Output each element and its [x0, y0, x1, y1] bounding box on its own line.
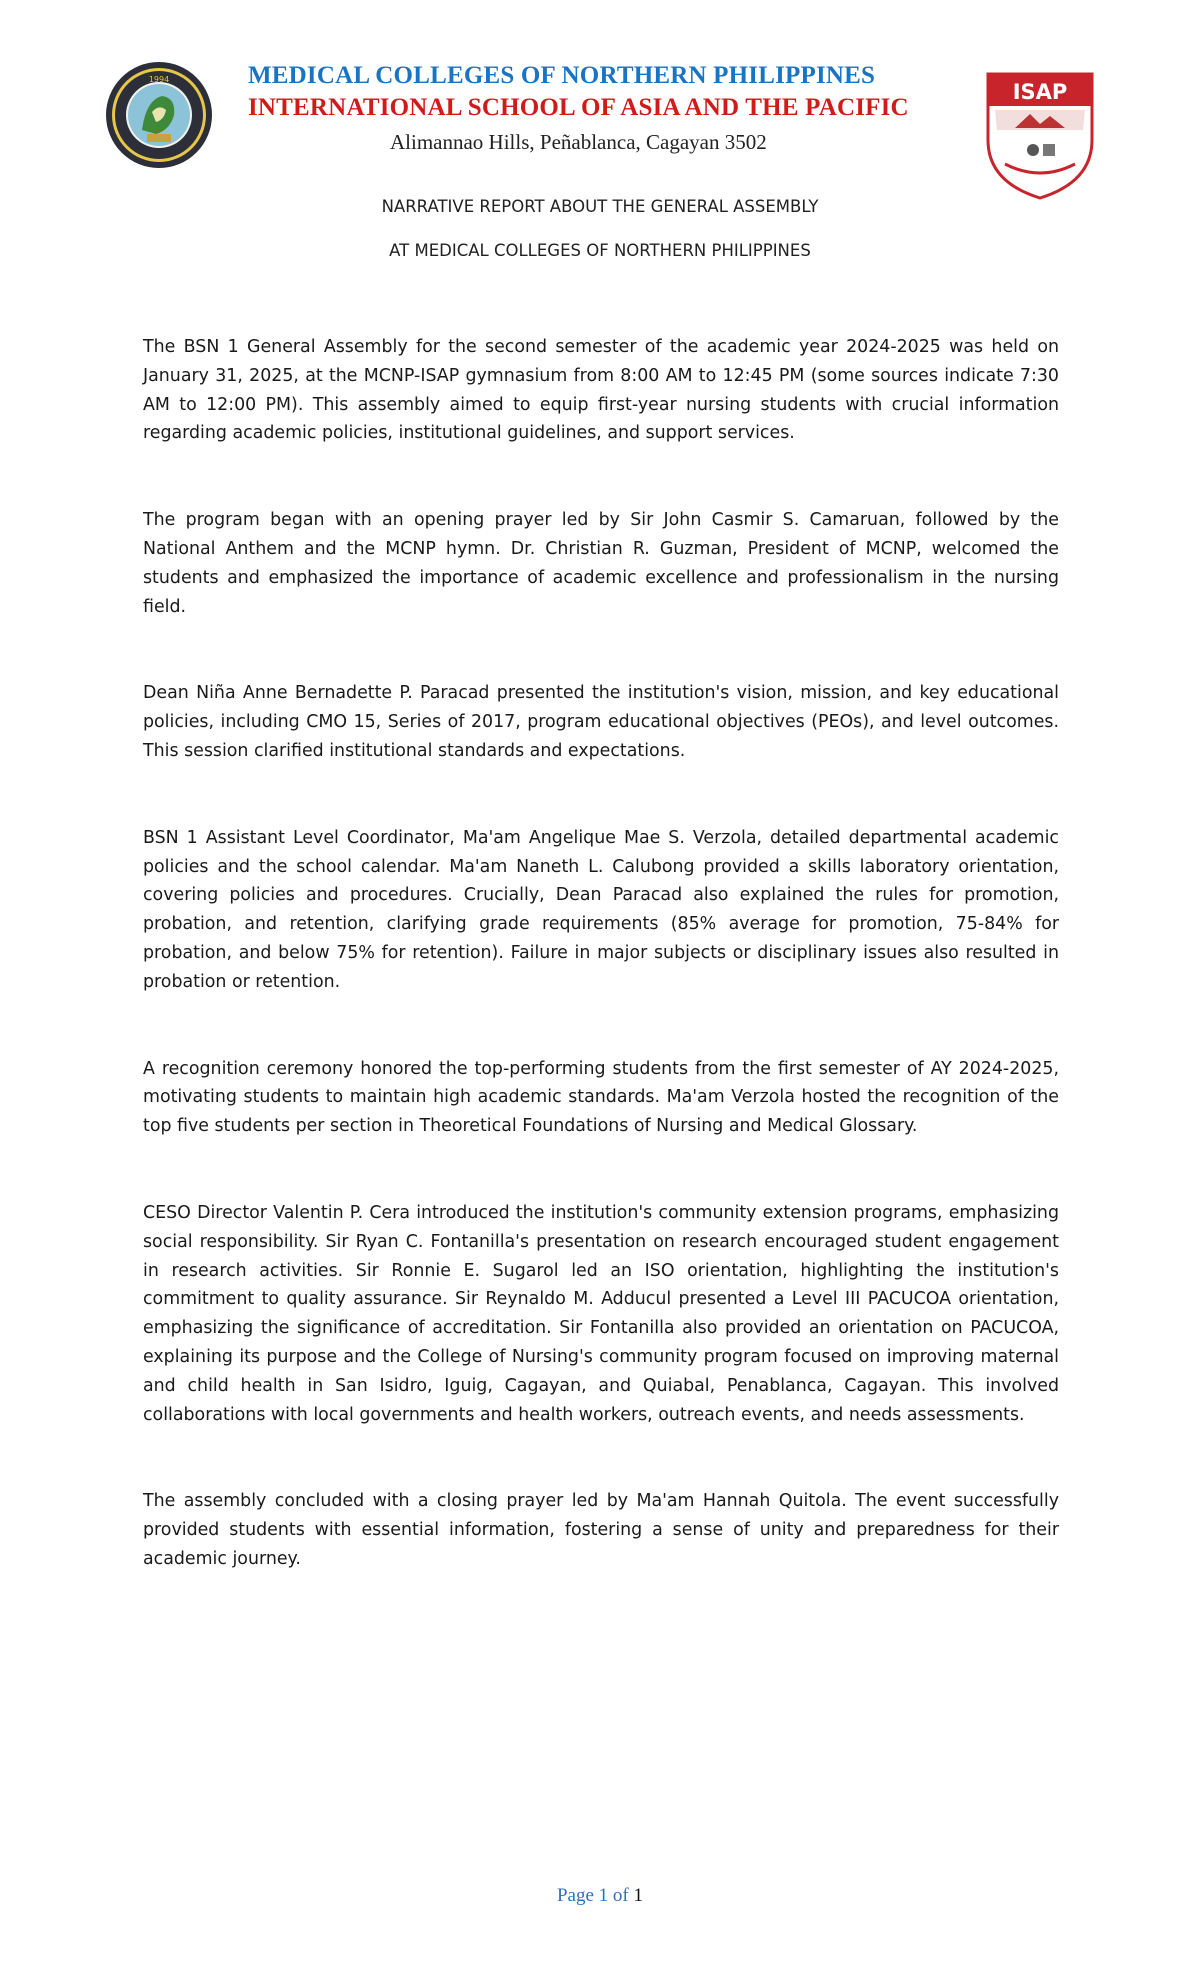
- institution-address: Alimannao Hills, Peñablanca, Cagayan 3502: [390, 130, 767, 154]
- paragraph: The assembly concluded with a closing prayer led by Ma'am Hannah Quitola. The event successfully provided students with essential information, fostering a sense of unity and preparedness for their academic journey.: [143, 1491, 1059, 1569]
- report-title-line-1: NARRATIVE REPORT ABOUT THE GENERAL ASSEMBLY: [381, 197, 819, 216]
- school-name: INTERNATIONAL SCHOOL OF ASIA AND THE PACIFIC: [248, 94, 909, 121]
- paragraph: BSN 1 Assistant Level Coordinator, Ma'am Angelique Mae S. Verzola, detailed departmental academic policies and the school calendar. Ma'am Naneth L. Calubong provided a skills laboratory orientation, covering policies and procedures. Crucially, Dean Paracad also explained the rules for promotion, probation, and retention, clarifying grade requirements (85% average for promotion, 75-84% for probation, and below 75% for retention). Failure in major subjects or disciplinary issues also resulted in probation or retention.: [143, 827, 1059, 992]
- paragraph: CESO Director Valentin P. Cera introduced the institution's community extension programs, emphasizing social responsibility. Sir Ryan C. Fontanilla's presentation on research encouraged student engagement in research activities. Sir Ronnie E. Sugarol led an ISO orientation, highlighting the institution's commitment to quality assurance. Sir Reynaldo M. Adducul presented a Level III PACUCOA orientation, emphasizing the significance of accreditation. Sir Fontanilla also provided an orientation on PACUCOA, explaining its purpose and the College of Nursing's community program focused on improving maternal and child health in San Isidro, Iguig, Cagayan, and Quiabal, Penablanca, Cagayan. This involved collaborations with local governments and health workers, outreach events, and needs assessments.: [143, 1202, 1059, 1425]
- institution-header: [240, 62, 980, 155]
- report-body: [143, 333, 1059, 1574]
- page-total: 1: [633, 1885, 643, 1906]
- mcnp-seal-icon: [104, 60, 214, 170]
- paragraph: The program began with an opening prayer led by Sir John Casmir S. Camaruan, followed by the National Anthem and the MCNP hymn. Dr. Christian R. Guzman, President of MCNP, welcomed the students and emphasized the importance of academic excellence and professionalism in the nursing field.: [143, 510, 1059, 617]
- page-number: [0, 1885, 1200, 1907]
- page-number-prefix: Page 1 of: [556, 1885, 634, 1906]
- paragraph: The BSN 1 General Assembly for the second semester of the academic year 2024-2025 was held on January 31, 2025, at the MCNP-ISAP gymnasium from 8:00 AM to 12:45 PM (some sources indicate 7:30 AM to 12:00 PM). This assembly aimed to equip first-year nursing students with crucial information regarding academic policies, institutional guidelines, and support services.: [143, 337, 1059, 444]
- paragraph: A recognition ceremony honored the top-performing students from the first semester of AY 2024-2025, motivating students to maintain high academic standards. Ma'am Verzola hosted the recognition of the top five students per section in Theoretical Foundations of Nursing and Medical Glossary.: [143, 1058, 1059, 1137]
- report-title-line-2: AT MEDICAL COLLEGES OF NORTHERN PHILIPPINES: [389, 241, 811, 260]
- shield-text: ISAP: [1012, 80, 1068, 104]
- paragraph: Dean Niña Anne Bernadette P. Paracad presented the institution's vision, mission, and key educational policies, including CMO 15, Series of 2017, program educational objectives (PEOs), and level outcomes. This session clarified institutional standards and expectations.: [143, 683, 1059, 761]
- institution-name: MEDICAL COLLEGES OF NORTHERN PHILIPPINES: [248, 62, 876, 89]
- seal-year: 1994: [148, 75, 170, 84]
- isap-shield-icon: [985, 70, 1095, 202]
